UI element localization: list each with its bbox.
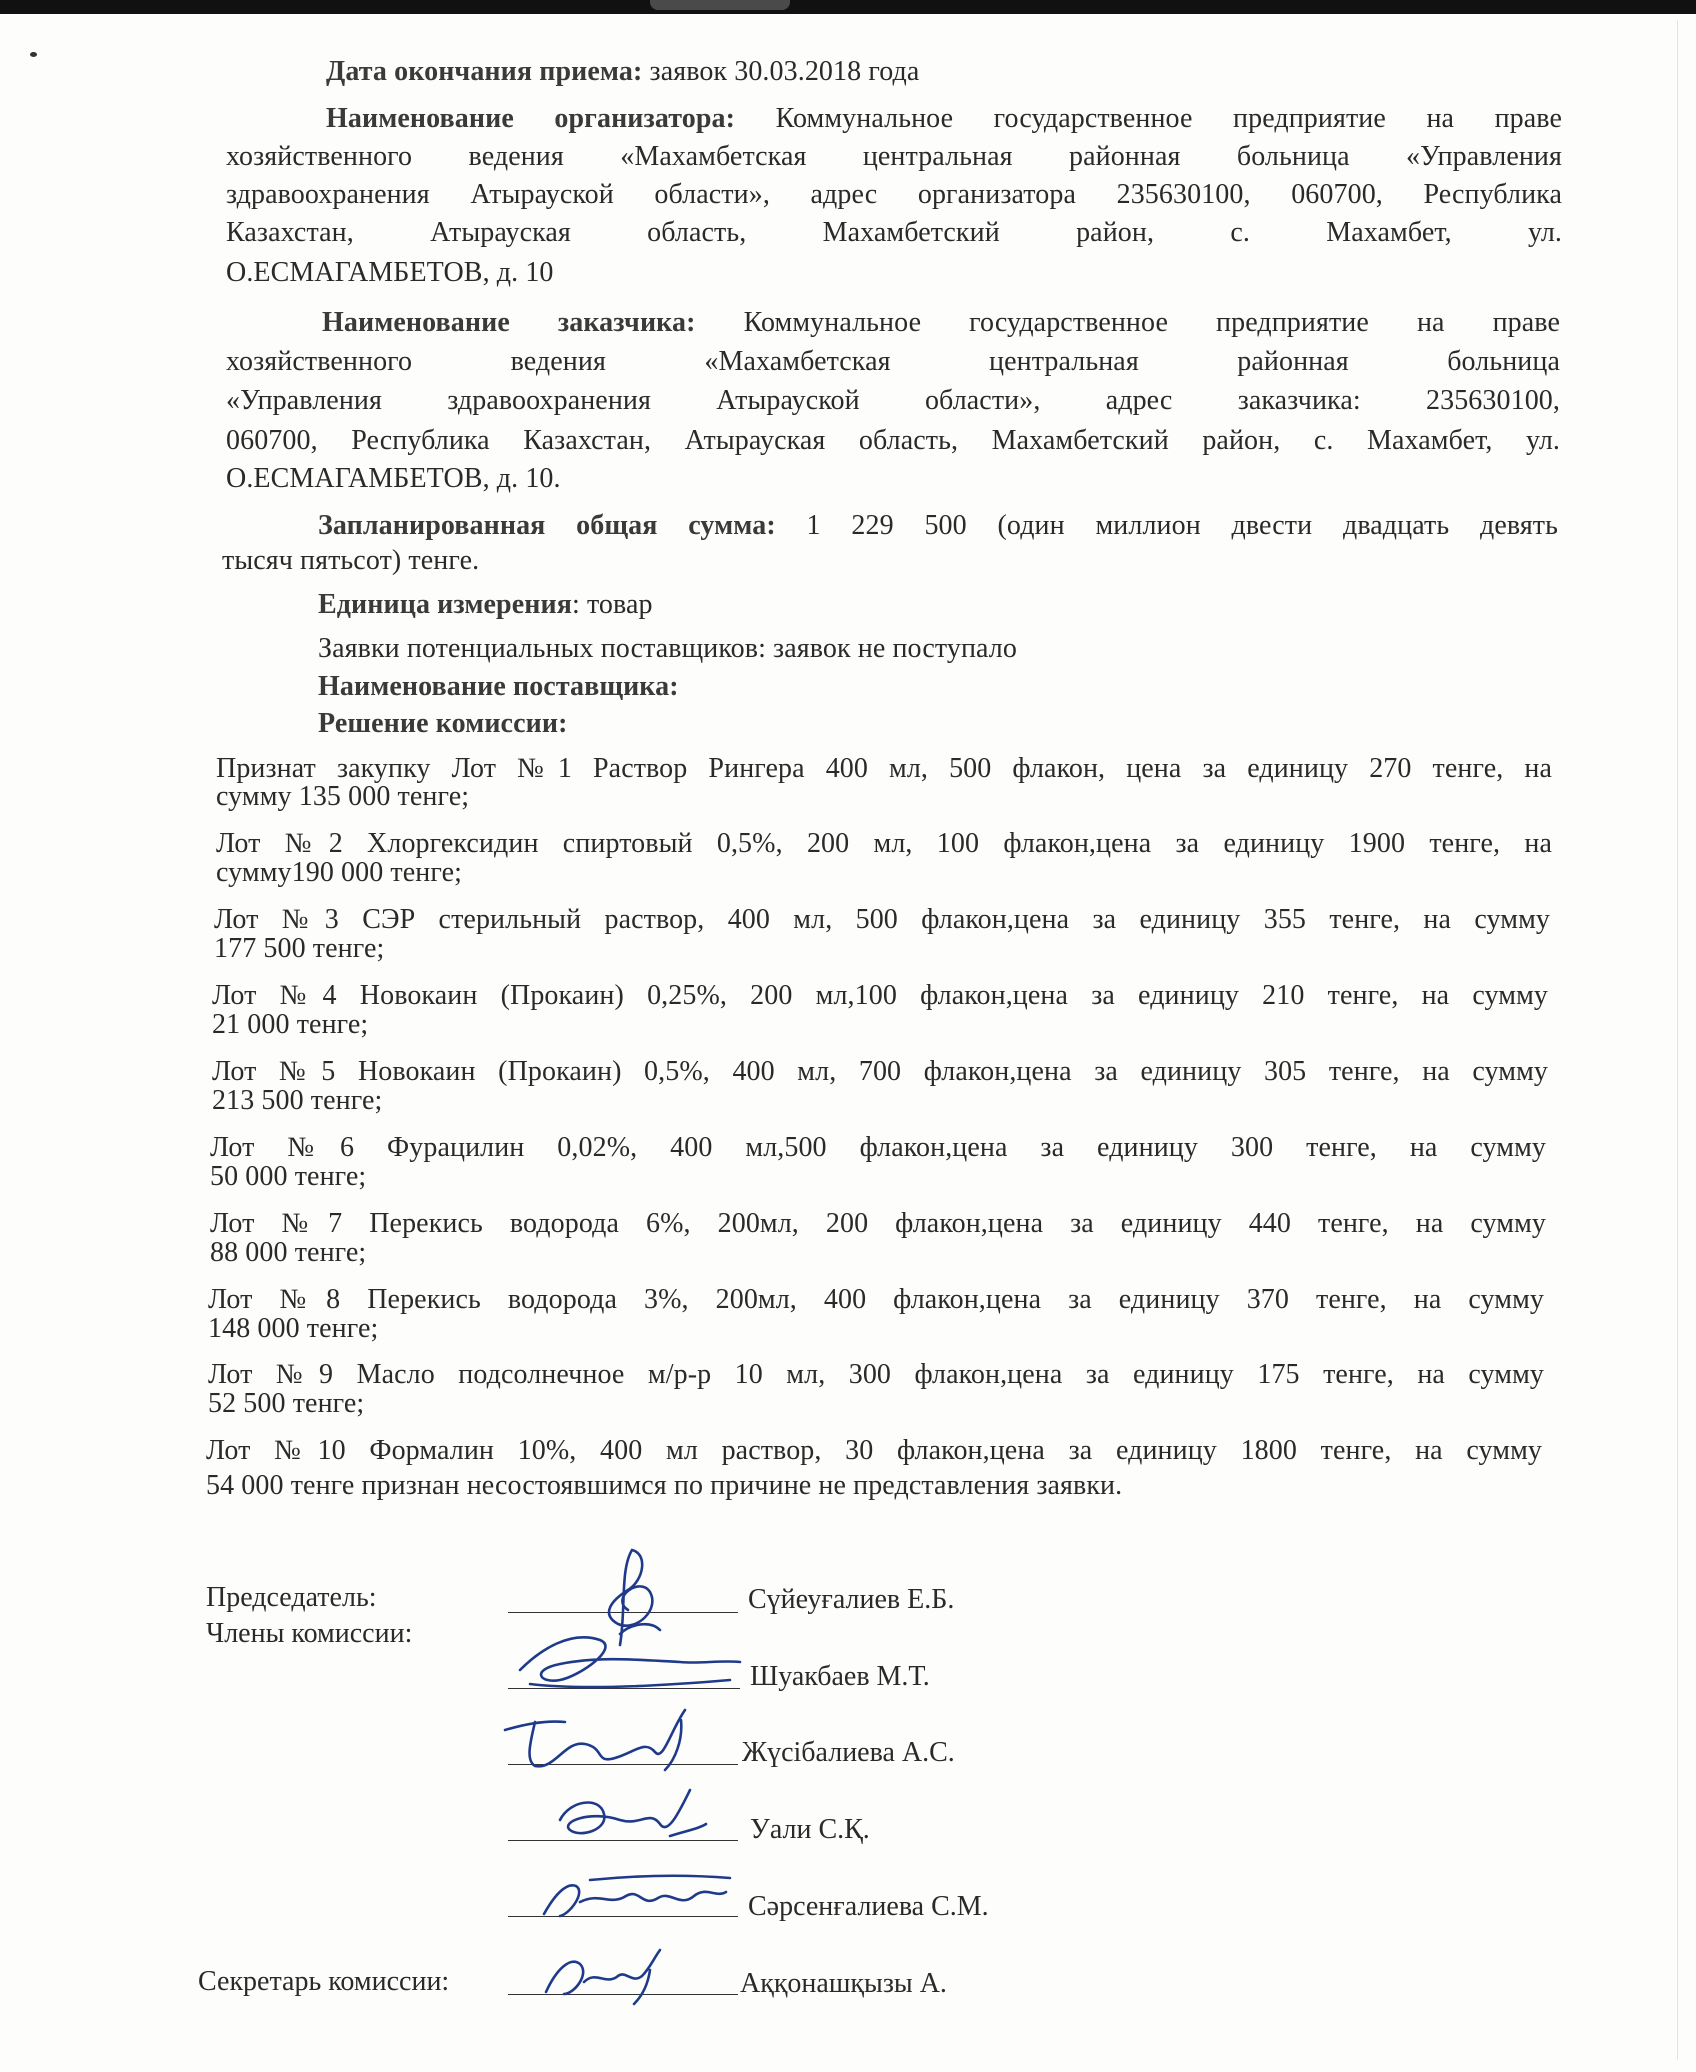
total-text-1: 1 229 500 (один миллион двести двадцать девять [806, 510, 1558, 541]
customer-line-4: 060700, Республика Казахстан, Атырауская область, Махамбетский район, с. Махамбет, ул. [226, 425, 1560, 456]
secretary-signature [530, 1940, 680, 2010]
member-1-name: Шуакбаев М.Т. [750, 1661, 930, 1692]
applications-line: Заявки потенциальных поставщиков: заявок не поступало [318, 633, 1017, 664]
organizer-label: Наименование организатора: [326, 103, 736, 134]
decision-label: Решение комиссии: [318, 708, 568, 739]
lot-1-line-2: сумму 135 000 тенге; [216, 781, 470, 812]
secretary-name: Аққонашқызы А. [740, 1968, 947, 1999]
organizer-line-1 [326, 102, 1562, 136]
customer-line-3: «Управления здравоохранения Атырауской области», адрес заказчика: 235630100, [226, 385, 1560, 416]
chairman-name: Сүйеуғалиев Е.Б. [748, 1584, 955, 1615]
lot-7-line-2: 88 000 тенге; [210, 1237, 367, 1268]
member-1-signature [500, 1610, 760, 1700]
deadline-value: заявок 30.03.2018 года [649, 56, 920, 87]
member-3-signature [540, 1780, 710, 1860]
total-line-2: тысяч пятьсот) тенге. [222, 545, 480, 576]
members-label: Члены комиссии: [206, 1618, 413, 1649]
lot-5-line-1: Лот №5 Новокаин (Прокаин) 0,5%, 400 мл, 700 флакон,цена за единицу 305 тенге, на сумму [212, 1056, 1548, 1087]
lot-2-line-2: сумму190 000 тенге; [216, 857, 462, 888]
customer-line-5: О.ЕСМАГАМБЕТОВ, д. 10. [226, 463, 561, 494]
lot-5-line-2: 213 500 тенге; [212, 1085, 383, 1116]
lot-4-line-1: Лот №4 Новокаин (Прокаин) 0,25%, 200 мл,100 флакон,цена за единицу 210 тенге, на сумму [212, 980, 1548, 1011]
total-label: Запланированная общая сумма: [318, 510, 776, 541]
lot-7-line-1: Лот №7 Перекись водорода 6%, 200мл, 200 флакон,цена за единицу 440 тенге, на сумму [210, 1208, 1546, 1239]
organizer-text-1: Коммунальное государственное предприятие на праве [775, 103, 1562, 134]
lot-10-line-1: Лот №10 Формалин 10%, 400 мл раствор, 30 флакон,цена за единицу 1800 тенге, на сумму [206, 1435, 1542, 1466]
unit-line [318, 588, 653, 622]
lot-1-line-1: Признат закупку Лот №1 Раствор Рингера 400 мл, 500 флакон, цена за единицу 270 тенге, на [216, 753, 1552, 784]
chairman-label: Председатель: [206, 1582, 377, 1613]
total-line-1 [318, 509, 1558, 543]
deadline-label: Дата окончания приема: [326, 56, 643, 87]
customer-label: Наименование заказчика: [322, 307, 696, 338]
unit-value: : товар [571, 589, 653, 620]
customer-line-1 [322, 306, 1560, 340]
supplier-label: Наименование поставщика: [318, 671, 679, 702]
lot-3-line-2: 177 500 тенге; [214, 933, 385, 964]
member-3-name: Уали С.Қ. [750, 1814, 870, 1845]
lot-10-line-2: 54 000 тенге признан несостоявшимся по причине не представления заявки. [206, 1470, 1123, 1501]
lot-9-line-2: 52 500 тенге; [208, 1388, 365, 1419]
organizer-line-2: хозяйственного ведения «Махамбетская центральная районная больница «Управления [226, 141, 1562, 172]
member-2-signature [495, 1700, 695, 1790]
organizer-line-3: здравоохранения Атырауской области», адрес организатора 235630100, 060700, Республика [226, 179, 1562, 210]
organizer-line-5: О.ЕСМАГАМБЕТОВ, д. 10 [226, 257, 554, 288]
lot-8-line-1: Лот №8 Перекись водорода 3%, 200мл, 400 флакон,цена за единицу 370 тенге, на сумму [208, 1284, 1544, 1315]
customer-line-2: хозяйственного ведения «Махамбетская центральная районная больница [226, 346, 1560, 377]
customer-text-1: Коммунальное государственное предприятие на праве [743, 307, 1560, 338]
lot-8-line-2: 148 000 тенге; [208, 1313, 379, 1344]
organizer-line-4: Казахстан, Атырауская область, Махамбетский район, с. Махамбет, ул. [226, 217, 1562, 248]
member-4-name: Сәрсенғалиева С.М. [748, 1891, 989, 1922]
lot-2-line-1: Лот №2 Хлоргексидин спиртовый 0,5%, 200 мл, 100 флакон,цена за единицу 1900 тенге, на [216, 828, 1552, 859]
lot-3-line-1: Лот №3 СЭР стерильный раствор, 400 мл, 500 флакон,цена за единицу 355 тенге, на сумму [214, 904, 1550, 935]
lot-6-line-1: Лот №6 Фурацилин 0,02%, 400 мл,500 флакон,цена за единицу 300 тенге, на сумму [210, 1132, 1546, 1163]
lot-4-line-2: 21 000 тенге; [212, 1009, 369, 1040]
deadline-line [326, 55, 919, 89]
unit-label: Единица измерения [318, 589, 572, 620]
secretary-label: Секретарь комиссии: [198, 1966, 450, 1997]
lot-9-line-1: Лот №9 Масло подсолнечное м/р-р 10 мл, 300 флакон,цена за единицу 175 тенге, на сумму [208, 1359, 1544, 1390]
lot-6-line-2: 50 000 тенге; [210, 1161, 367, 1192]
member-2-name: Жүсібалиева А.С. [742, 1737, 955, 1768]
member-4-signature [530, 1862, 740, 1932]
